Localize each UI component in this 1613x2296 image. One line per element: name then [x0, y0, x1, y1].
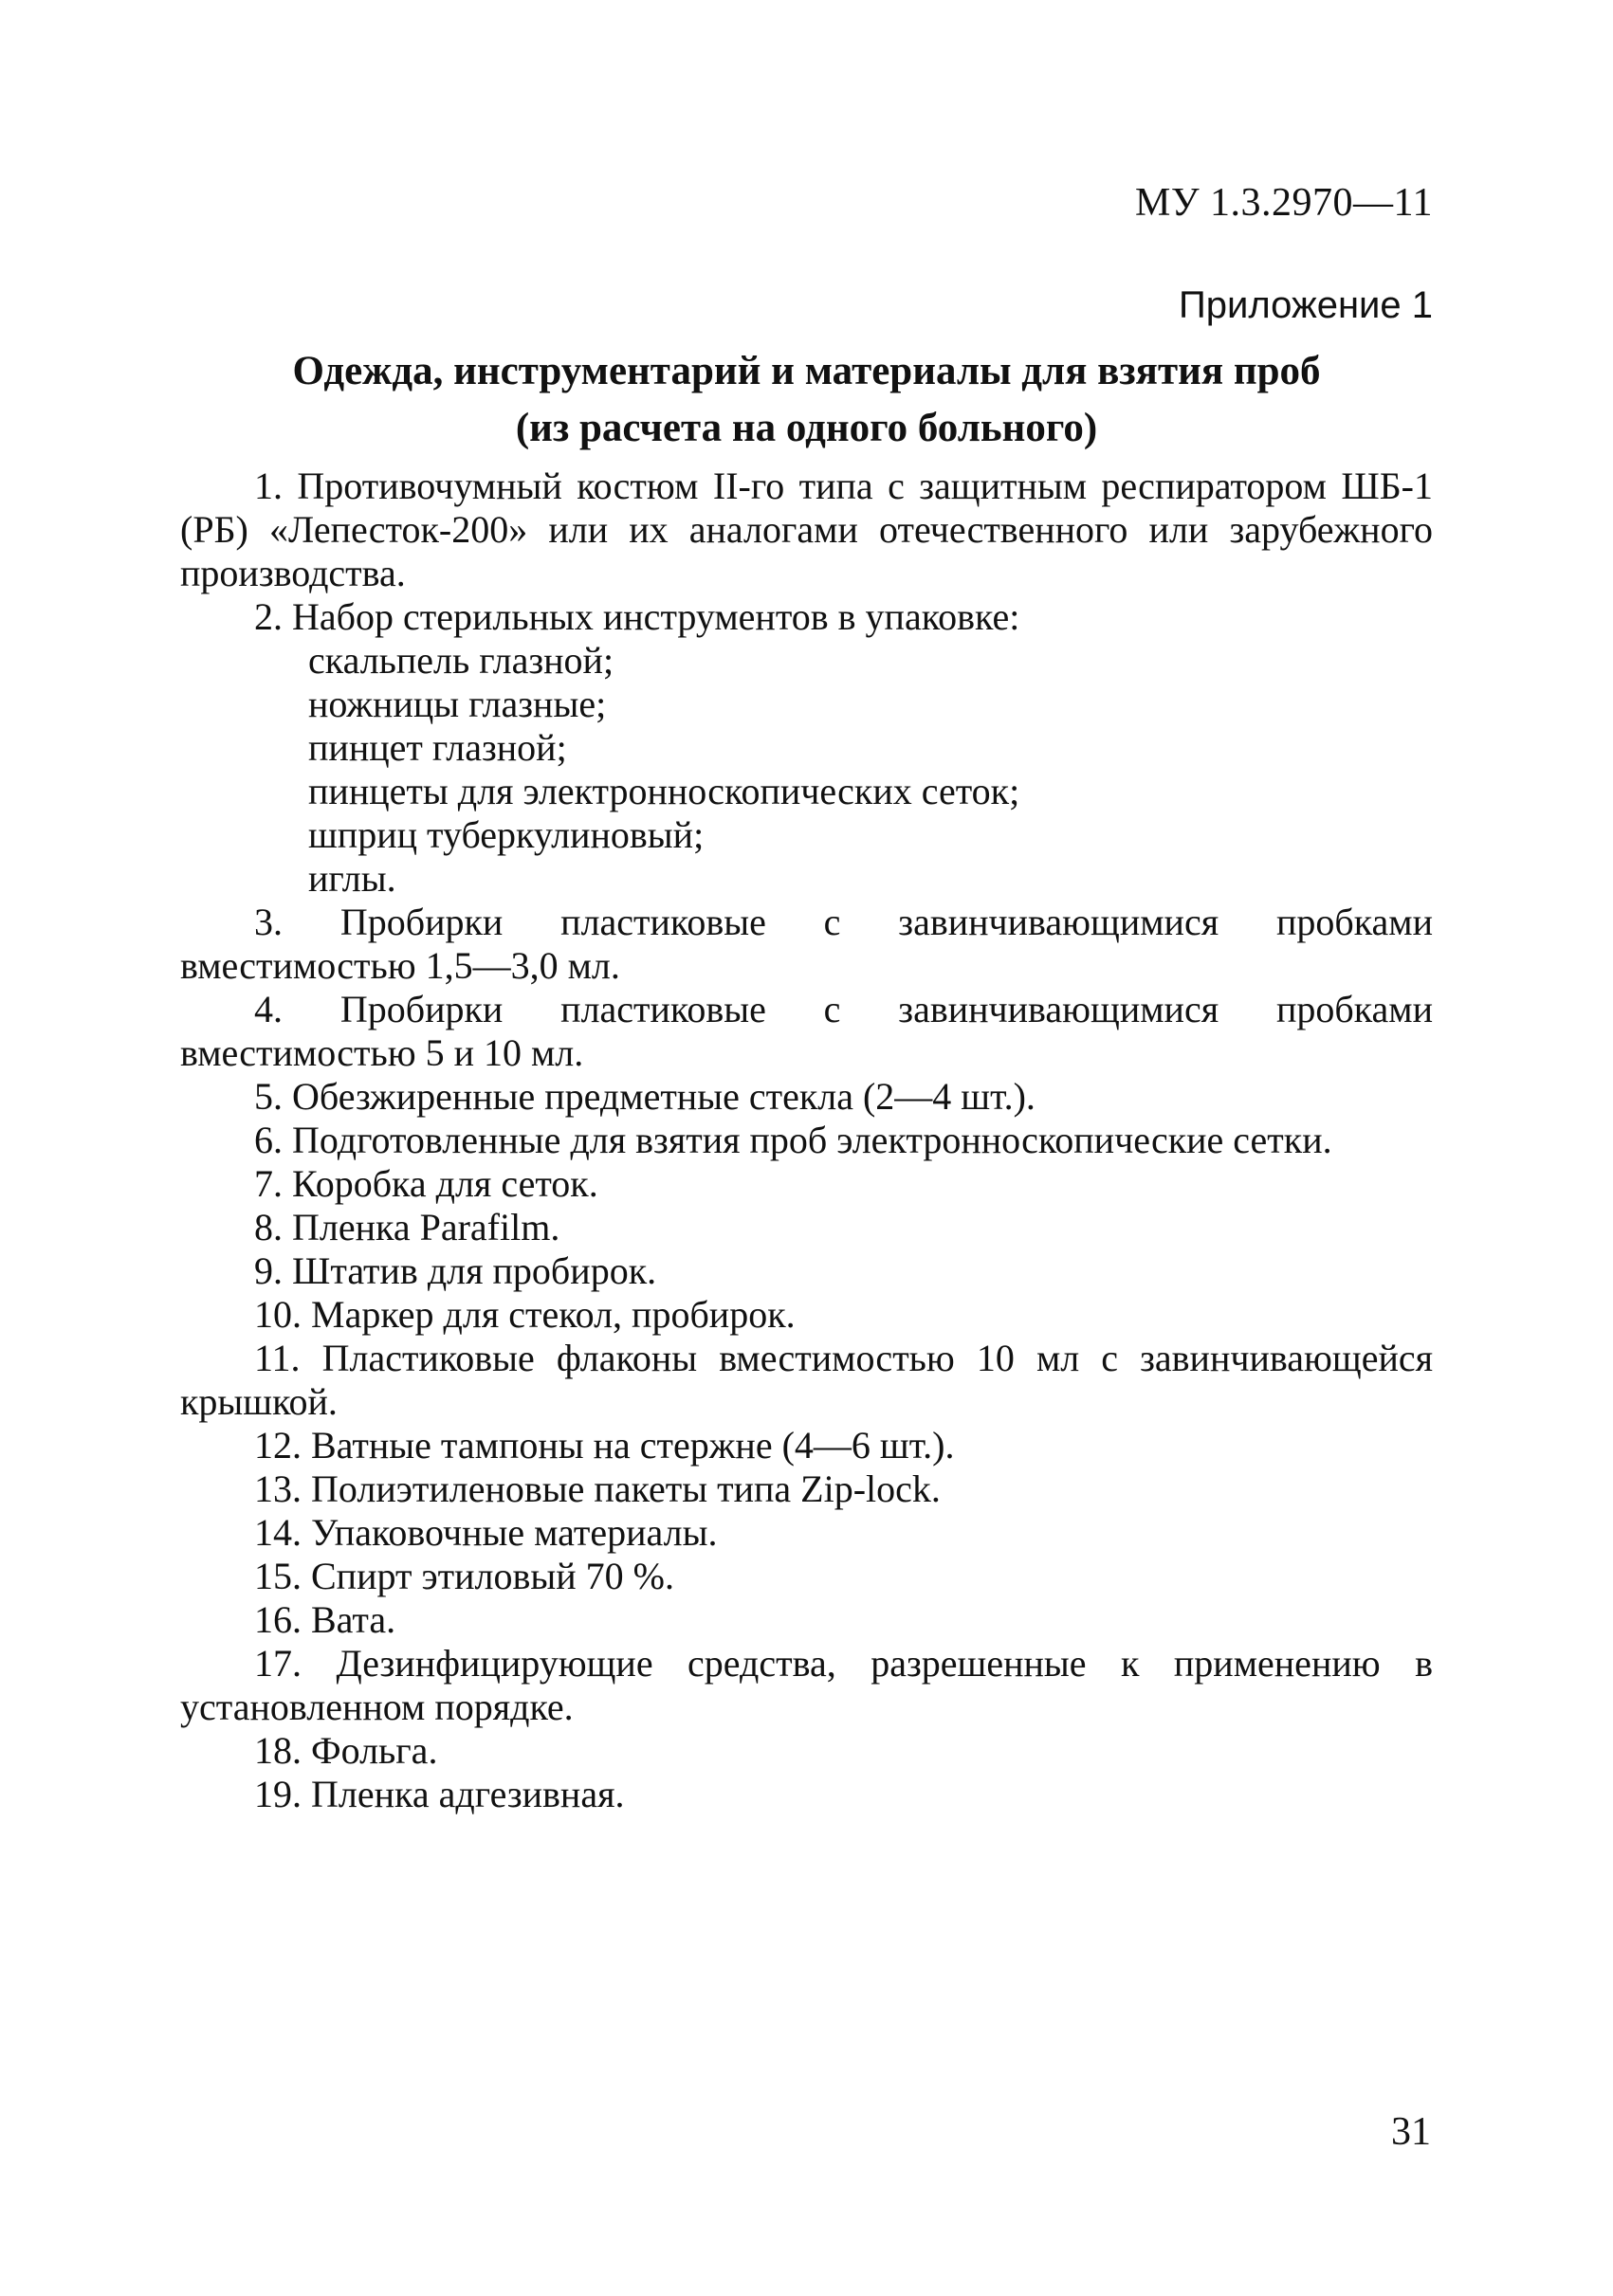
- item-text: Пластиковые флаконы вместимостью 10 мл с завинчивающейся крышкой.: [180, 1337, 1434, 1423]
- list-item: [180, 1642, 1433, 1729]
- item-number: 18.: [254, 1729, 302, 1772]
- item-number: 4.: [254, 988, 283, 1030]
- item-number: 17.: [254, 1642, 302, 1685]
- item-text: Ватные тампоны на стержне (4—6 шт.).: [311, 1424, 955, 1467]
- list-item: [180, 1773, 1433, 1816]
- list-item: [180, 1424, 1433, 1467]
- item-text: Пленка адгезивная.: [311, 1773, 625, 1815]
- sub-list-item: иглы.: [308, 857, 396, 900]
- list-item: [180, 1729, 1433, 1773]
- item-text: Спирт этиловый 70 %.: [311, 1555, 674, 1597]
- sub-list-item: шприц туберкулиновый;: [308, 813, 705, 856]
- item-number: 13.: [254, 1467, 302, 1510]
- appendix-label: Приложение 1: [1179, 284, 1433, 326]
- item-text: Полиэтиленовые пакеты типа Zip-lock.: [311, 1467, 941, 1510]
- sub-list-item: скальпель глазной;: [308, 639, 614, 682]
- list-item: [180, 1293, 1433, 1337]
- item-number: 6.: [254, 1119, 283, 1161]
- sub-list-item: пинцет глазной;: [308, 726, 567, 769]
- title-line-2: (из расчета на одного больного): [515, 406, 1098, 450]
- item-number: 15.: [254, 1555, 302, 1597]
- item-number: 1.: [254, 465, 283, 507]
- item-number: 10.: [254, 1293, 302, 1336]
- list-item: [180, 1337, 1433, 1424]
- item-number: 5.: [254, 1075, 283, 1118]
- item-number: 3.: [254, 901, 283, 943]
- item-text: Фольга.: [311, 1729, 438, 1772]
- list-item: [180, 1206, 1433, 1249]
- sub-list-item: пинцеты для электронноскопических сеток;: [308, 770, 1020, 812]
- item-text: Упаковочные материалы.: [311, 1511, 718, 1554]
- item-number: 9.: [254, 1249, 283, 1292]
- document-code: МУ 1.3.2970—11: [1134, 181, 1433, 225]
- list-item: [180, 1511, 1433, 1555]
- list-item: [180, 1555, 1433, 1598]
- item-text: Маркер для стекол, пробирок.: [311, 1293, 796, 1336]
- item-text: Дезинфицирующие средства, разрешенные к применению в установленном порядке.: [180, 1642, 1434, 1728]
- list-item: [180, 1467, 1433, 1511]
- item-number: 7.: [254, 1162, 283, 1205]
- list-item: [180, 1119, 1433, 1162]
- list-item: [180, 465, 1433, 595]
- item-text: Коробка для сеток.: [292, 1162, 598, 1205]
- item-text: Пробирки пластиковые с завинчивающимися пробками вместимостью 5 и 10 мл.: [180, 988, 1434, 1074]
- item-text: Штатив для пробирок.: [292, 1249, 657, 1292]
- item-text: Подготовленные для взятия проб электронноскопические сетки.: [292, 1119, 1332, 1161]
- item-text: Набор стерильных инструментов в упаковке:: [292, 595, 1020, 638]
- item-text: Вата.: [311, 1598, 396, 1641]
- item-text: Противочумный костюм II-го типа с защитным респиратором ШБ-1 (РБ) «Лепесток-200» или их аналогами отечественного или зарубежного производства.: [180, 465, 1433, 594]
- list-item: [180, 988, 1433, 1075]
- sub-list: [180, 639, 1433, 901]
- item-text: Пробирки пластиковые с завинчивающимися пробками вместимостью 1,5—3,0 мл.: [180, 901, 1434, 987]
- list-item: [180, 1162, 1433, 1206]
- page-number: 31: [1391, 2110, 1431, 2154]
- list-item: [180, 595, 1433, 639]
- title-line-1: Одежда, инструментарий и материалы для взятия проб: [292, 349, 1321, 393]
- item-text: Пленка Parafilm.: [292, 1206, 560, 1248]
- list-item: [180, 901, 1433, 988]
- list-item: [180, 1249, 1433, 1293]
- items-list: [180, 465, 1433, 1816]
- item-number: 19.: [254, 1773, 302, 1815]
- list-item: [180, 1598, 1433, 1642]
- item-number: 16.: [254, 1598, 302, 1641]
- item-number: 2.: [254, 595, 283, 638]
- page-title: [180, 343, 1433, 457]
- item-text: Обезжиренные предметные стекла (2—4 шт.).: [292, 1075, 1036, 1118]
- item-number: 8.: [254, 1206, 283, 1248]
- sub-list-item: ножницы глазные;: [308, 683, 607, 725]
- item-number: 14.: [254, 1511, 302, 1554]
- item-number: 11.: [254, 1337, 301, 1379]
- list-item: [180, 1075, 1433, 1119]
- item-number: 12.: [254, 1424, 302, 1467]
